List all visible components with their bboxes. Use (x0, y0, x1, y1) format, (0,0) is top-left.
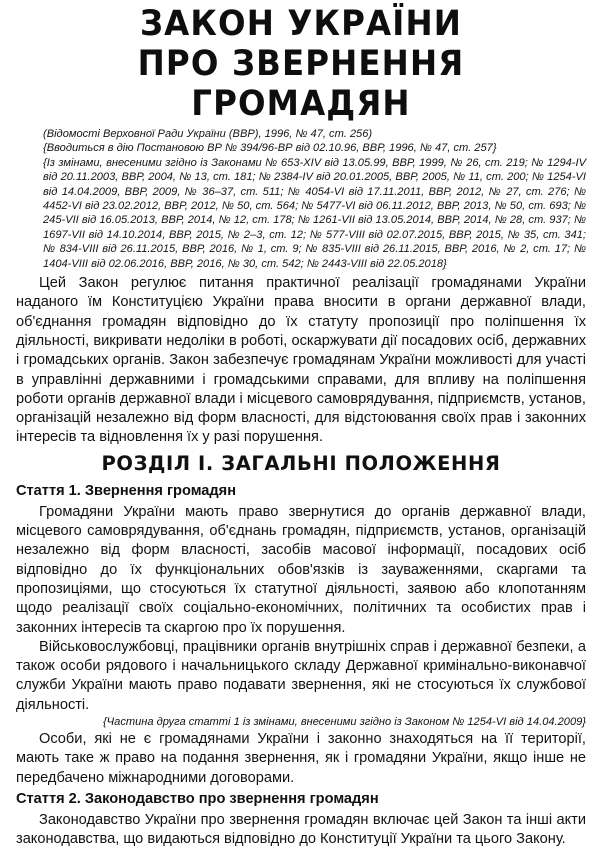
enactment-reference: {Вводиться в дію Постановою ВР № 394/96-ВР від 02.10.96, ВВР, 1996, № 47, ст. 257} (43, 142, 497, 155)
law-title-line-1: ЗАКОН УКРАЇНИ (139, 4, 463, 44)
article-1-paragraph-3: Особи, які не є громадянами України і законно знаходяться на її території, мають таке ж право на подання звернення, як і громадяни України, якщо інше не передбачено міжнародними договорами. (16, 731, 586, 786)
section-title: РОЗДІЛ I. ЗАГАЛЬНІ ПОЛОЖЕННЯ (101, 451, 501, 475)
article-1-paragraph-2: Військовослужбовці, працівники органів внутрішніх справ і державної безпеки, а також особи рядового і начальницького складу Державної кримінально-виконавчої служби України мають право подавати звернення, які не стосуються їх службової діяльності. (16, 638, 586, 713)
amendments-reference: {Із змінами, внесеними згідно із Законами № 653-XIV від 13.05.99, ВВР, 1999, № 26, ст. 219; № 1294-IV від 20.11.2003, ВВР, 2004, № 13, ст. 181; № 2384-IV від 20.01.2005, ВВР, 2005, № 11, ст. 200; № 1254-VI від 14.04.2009, ВВР, 2009, № 36–37, ст. 511; № 4054-VI від 17.11.2011, ВВР, 2012, № 27, ст. 276; № 4452-VI від 23.02.2012, ВВР, 2012, № 50, ст. 564; № 5477-VI від 06.11.2012, ВВР, 2013, № 50, ст. 693; № 245-VII від 16.05.2013, ВВР, 2014, № 12, ст. 178; № 1261-VII від 13.05.2014, ВВР, 2014, № 28, ст. 937; № 1697-VII від 14.10.2014, ВВР, 2015, № 2–3, ст. 12; № 577-VIII від 02.07.2015, ВВР, 2015, № 35, ст. 341; № 834-VIII від 26.11.2015, ВВР, 2016, № 1, ст. 9; № 835-VIII від 26.11.2015, ВВР, 2016, № 2, ст. 17; № 1404-VIII від 02.06.2016, ВВР, 2016, № 30, ст. 542; № 2443-VIII від 22.05.2018} (43, 156, 586, 270)
article-2-title: Стаття 2. Законодавство про звернення громадян (16, 790, 379, 807)
preamble-paragraph: Цей Закон регулює питання практичної реалізації громадянами України наданого їм Конституцією України права вносити в органи державної влади, об'єднання громадян відповідно до їх статуту пропозиції про поліпшення їх діяльності, викривати недоліки в роботі, оскаржувати дії посадових осіб, державних і громадських органів. Закон забезпечує громадянам України можливості для участі в управлінні державними і громадськими справами, для впливу на поліпшення роботи органів державної влади і місцевого самоврядування, підприємств, установ, організацій незалежно від форм власності, для відстоювання своїх прав і законних інтересів та відновлення їх у разі порушення. (16, 275, 586, 446)
article-1-amendment-note: {Частина друга статті 1 із змінами, внесеними згідно із Законом № 1254-VI від 14.04.2009} (102, 716, 586, 728)
article-2-paragraph-1: Законодавство України про звернення громадян включає цей Закон та інші акти законодавства, що видаються відповідно до Конституції України та цього Закону. (16, 811, 586, 848)
article-1-paragraph-1: Громадяни України мають право звернутися до органів державної влади, місцевого самоврядування, об'єднань громадян, підприємств, установ, організацій незалежно від форм власності, засобів масової інформації, посадових осіб відповідно до їх функціональних обов'язків із зауваженнями, скаргами та пропозиціями, що стосуються їх статутної діяльності, заявою або клопотанням щодо реалізації своїх соціально-економічних, політичних та особистих прав і законних інтересів та скаргою про їх порушення. (16, 503, 586, 636)
source-reference: (Відомості Верховної Ради України (ВВР), 1996, № 47, ст. 256) (43, 128, 373, 140)
article-1-title: Стаття 1. Звернення громадян (16, 482, 237, 499)
law-title-line-2: ПРО ЗВЕРНЕННЯ ГРОМАДЯН (137, 44, 465, 124)
